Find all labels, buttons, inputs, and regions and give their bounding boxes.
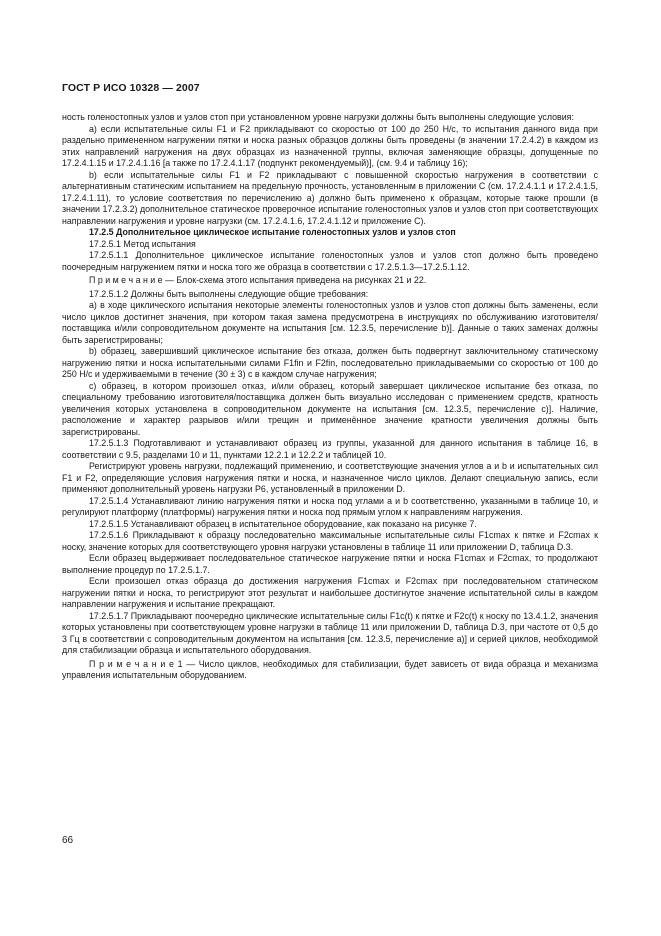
paragraph: а) в ходе циклического испытания некоторые элементы голеностопных узлов и узлов стоп должны быть заменены, если число циклов достигнет значения, при котором такая замена предусмотрена в инструкциях по обслуживанию изготовителя/поставщика и/или сопроводительном документе на испытания [см. 12.3.5, перечисление b)]. Данные о таких заменах должны быть зарегистрированы; (62, 300, 598, 345)
document-header: ГОСТ Р ИСО 10328 — 2007 (62, 82, 200, 94)
paragraph: 17.2.5.1.5 Устанавливают образец в испытательное оборудование, как показано на рисунке 7. (89, 518, 477, 529)
page-number: 66 (62, 835, 74, 846)
paragraph: 17.2.5.1.3 Подготавливают и устанавливают образец из группы, указанной для данного испытания в таблице 16, в соответствии с 9.5, разделами 10 и 11, пунктами 12.2.1 и 12.2.2 и таблицей 10. (62, 438, 598, 460)
paragraph: b) если испытательные силы F1 и F2 прикладывают с повышенной скоростью нагружения в соответствии с альтернативным статическим испытанием на предельную прочность, установленным в приложении C (см. 17.2.4.1.1 и 17.2.4.1.5, 17.2.4.1.11), то условие соответствия по перечислению а) должно быть применено к образцам, которые также прошли (в значении 17.2.3.2) дополнительное статическое проверочное испытание голеностопных узлов и узлов стоп при соответствующих направлении нагружения и уровне нагрузки (см. 17.2.4.1.6, 17.2.4.1.12 и приложение C). (62, 169, 598, 226)
paragraph: 17.2.5.1.4 Устанавливают линию нагружения пятки и носка под углами a и b соответственно, указанными в таблице 10, и регулируют платформу (платформы) нагружения пятки и носка под прямым углом к направлениям нагружения. (62, 495, 598, 517)
section-heading: 17.2.5 Дополнительное циклическое испытание голеностопных узлов и узлов стоп (89, 227, 456, 237)
paragraph: 17.2.5.1.1 Дополнительное циклическое испытание голеностопных узлов и узлов стоп должно быть проведено поочередным нагружением пятки и носка того же образца в соответствии с 17.2.5.1.3—17.2.5.1.12. (62, 250, 598, 272)
note: П р и м е ч а н и е 1 — Число циклов, необходимых для стабилизации, будет зависеть от вида образца и механизма управления испытательным оборудованием. (62, 658, 598, 680)
paragraph: а) если испытательные силы F1 и F2 прикладывают со скоростью от 100 до 250 Н/с, то испытания данного вида при раздельно примененном нагружении пятки и носка разных образцов должны быть проведены (в значении 17.2.4.2) в каждом из этих направлений нагружения на двух образцах из назначенной группы, включая заменяющие образцы, допущенные по 17.2.4.1.15 и 17.2.4.1.16 [а также по 17.2.4.1.17 (подпункт рекомендуемый)], (см. 9.4 и таблицу 16); (62, 123, 598, 168)
note: П р и м е ч а н и е — Блок-схема этого испытания приведена на рисунках 21 и 22. (89, 275, 427, 285)
paragraph: 17.2.5.1.6 Прикладывают к образцу последовательно максимальные испытательные силы F1cmax к пятке и F2cmax к носку, значение которых для соответствующего уровня нагрузки установлены в таблице 11 или приложении D, таблица D.3. (62, 530, 598, 552)
paragraph: c) образец, в котором произошел отказ, и/или образец, который завершает циклическое испытание без отказа, по специальному требованию изготовителя/поставщика должен быть визуально исследован с применением средств, кратность увеличения которых установлена в сопроводительном документе на испытания [см. 12.3.5, перечисление c)]. Наличие, расположение и характер разрывов и/или трещин и применённое значение кратности увеличения должны быть зарегистрированы. (62, 380, 598, 437)
paragraph: Если образец выдерживает последовательное статическое нагружение пятки и носка F1cmax и F2cmax, то продолжают выполнение процедур по 17.2.5.1.7. (62, 553, 598, 575)
paragraph: Регистрируют уровень нагрузки, подлежащий применению, и соответствующие значения углов a и b и испытательных сил F1 и F2, определяющие условия нагружения пятки и носка, и назначенное число циклов. Делают специальную запись, если применяют дополнительный уровень нагрузки P6, установленный в приложении D. (62, 461, 598, 494)
paragraph: b) образец, завершивший циклическое испытание без отказа, должен быть подвергнут заключительному статическому нагружению пятки и носка испытательными силами F1fin и F2fin, последовательно прикладываемыми со скоростью от 100 до 250 Н/с и удерживаемыми в течение (30 ± 3) с в каждом случае нагружения; (62, 346, 598, 379)
paragraph: 17.2.5.1.2 Должны быть выполнены следующие общие требования: (89, 288, 369, 299)
paragraph: Если произошел отказ образца до достижения нагружения F1cmax и F2cmax при последовательном статическом нагружении пятки и носка, то регистрируют этот результат и наибольшее достигнутое значение испытательной силы в каждом направлении нагружения и испытание прекращают. (62, 576, 598, 609)
paragraph: ность голеностопных узлов и узлов стоп при установленном уровне нагрузки должны быть выполнены следующие условия: (62, 112, 574, 122)
subsection-heading: 17.2.5.1 Метод испытания (89, 238, 196, 249)
paragraph: 17.2.5.1.7 Прикладывают поочередно циклические испытательные силы F1c(t) к пятке и F2c(t) к носку по 13.4.1.2, значения которых установлены при соответствующем уровне нагрузки в таблице 11 или приложении D, таблица D.3, при частоте от 0,5 до 3 Гц в соответствии с сопроводительным документом на испытания [см. 12.3.5, перечисление a)] и серией циклов, необходимой для стабилизации образца и испытательного оборудования. (62, 610, 598, 655)
document-body (62, 112, 598, 682)
